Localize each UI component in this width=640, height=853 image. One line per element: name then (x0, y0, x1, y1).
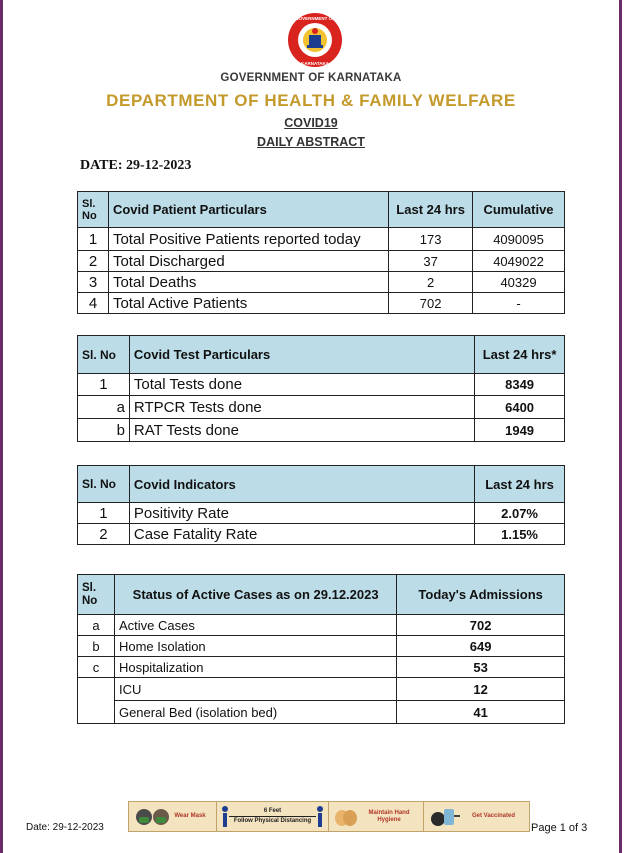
col-header-cumulative: Cumulative (473, 192, 565, 228)
vaccinated-segment (424, 802, 529, 831)
cell-last24: 173 (389, 228, 473, 251)
hands-icon (333, 805, 359, 829)
indicators-table (77, 465, 565, 545)
col-header-particulars: Covid Test Particulars (129, 336, 474, 374)
table-row (78, 678, 565, 701)
table-row (78, 701, 565, 724)
cell-label: General Bed (isolation bed) (114, 701, 396, 724)
cell-label: RAT Tests done (129, 419, 474, 442)
cell-label: Total Active Patients (108, 293, 388, 314)
table-header-row (78, 575, 565, 615)
col-header-sl: Sl. No (78, 336, 130, 374)
hand-hygiene-segment (329, 802, 424, 831)
cell-label: Hospitalization (114, 657, 396, 678)
cell-sl: c (78, 657, 115, 678)
cell-label: ICU (114, 678, 396, 701)
department-title: DEPARTMENT OF HEALTH & FAMILY WELFARE (106, 91, 516, 110)
cell-label: Total Discharged (108, 251, 388, 272)
page-number: Page 1 of 3 (531, 822, 588, 834)
person-icon (221, 805, 229, 829)
cell-sl: 1 (78, 374, 130, 396)
cell-value: 53 (397, 657, 565, 678)
cell-value: 649 (397, 636, 565, 657)
table-row (78, 524, 565, 545)
cell-last24: 37 (389, 251, 473, 272)
vaccinated-label: Get Vaccinated (471, 813, 516, 819)
six-feet-label: 6 Feet (263, 808, 282, 814)
person-icon (316, 805, 324, 829)
cell-cumulative: 4090095 (473, 228, 565, 251)
karnataka-emblem-icon (282, 11, 348, 69)
col-header-admissions: Today's Admissions (397, 575, 565, 615)
abstract-title: DAILY ABSTRACT (257, 135, 365, 149)
table-row (78, 419, 565, 442)
col-header-sl: Sl. No (78, 192, 109, 228)
table-row (78, 251, 565, 272)
cell-sl (78, 678, 115, 701)
col-header-last24: Last 24 hrs (389, 192, 473, 228)
cell-sl: b (78, 419, 130, 442)
table-row (78, 272, 565, 293)
cell-label: Case Fatality Rate (129, 524, 474, 545)
table-row (78, 503, 565, 524)
patients-table (77, 191, 565, 314)
table-row (78, 615, 565, 636)
cell-value: 702 (397, 615, 565, 636)
report-date: DATE: 29-12-2023 (80, 158, 192, 173)
vaccination-icon (428, 805, 462, 829)
table-header-row (78, 192, 565, 228)
cell-value: 1949 (475, 419, 565, 442)
emblem-text-top: GOVERNMENT OF (295, 16, 335, 21)
cell-sl (78, 701, 115, 724)
cell-label: RTPCR Tests done (129, 396, 474, 419)
distance-arrow (229, 816, 316, 817)
col-header-sl: Sl. No (78, 575, 115, 615)
distancing-segment (217, 802, 329, 831)
cell-sl: 2 (78, 251, 109, 272)
active-status-table (77, 574, 565, 724)
table-header-row (78, 336, 565, 374)
cell-sl: a (78, 615, 115, 636)
table-row (78, 293, 565, 314)
table-row (78, 396, 565, 419)
cell-value: 2.07% (475, 503, 565, 524)
wear-mask-segment (129, 802, 217, 831)
cell-sl: 3 (78, 272, 109, 293)
cell-last24: 702 (389, 293, 473, 314)
distancing-label: Follow Physical Distancing (233, 818, 312, 824)
hand-hygiene-label: Maintain Hand Hygiene (368, 809, 410, 823)
tests-table (77, 335, 565, 442)
mask-faces-icon (133, 805, 173, 829)
wear-mask-label: Wear Mask (174, 813, 206, 819)
cell-sl: 1 (78, 228, 109, 251)
table-header-row (78, 466, 565, 503)
cell-label: Total Tests done (129, 374, 474, 396)
col-header-indicators: Covid Indicators (129, 466, 474, 503)
cell-label: Positivity Rate (129, 503, 474, 524)
cell-sl: a (78, 396, 130, 419)
cell-label: Active Cases (114, 615, 396, 636)
cell-cumulative: 4049022 (473, 251, 565, 272)
table-row (78, 374, 565, 396)
cell-value: 41 (397, 701, 565, 724)
col-header-last24: Last 24 hrs (475, 466, 565, 503)
cell-sl: 4 (78, 293, 109, 314)
cell-sl: b (78, 636, 115, 657)
table-row (78, 657, 565, 678)
cell-label: Total Positive Patients reported today (108, 228, 388, 251)
table-row (78, 228, 565, 251)
col-header-sl: Sl. No (78, 466, 130, 503)
cell-label: Home Isolation (114, 636, 396, 657)
emblem-text-bottom: KARNATAKA (300, 61, 330, 66)
cell-value: 8349 (475, 374, 565, 396)
cell-label: Total Deaths (108, 272, 388, 293)
government-title: GOVERNMENT OF KARNATAKA (220, 72, 402, 84)
cell-cumulative: 40329 (473, 272, 565, 293)
cell-value: 6400 (475, 396, 565, 419)
covid-title: COVID19 (284, 116, 338, 130)
col-header-status: Status of Active Cases as on 29.12.2023 (114, 575, 396, 615)
cell-sl: 2 (78, 524, 130, 545)
covid-precautions-banner (128, 801, 530, 832)
col-header-last24: Last 24 hrs* (475, 336, 565, 374)
cell-value: 12 (397, 678, 565, 701)
cell-cumulative: - (473, 293, 565, 314)
distancing-text (229, 808, 316, 825)
table-row (78, 636, 565, 657)
col-header-particulars: Covid Patient Particulars (108, 192, 388, 228)
cell-sl: 1 (78, 503, 130, 524)
cell-value: 1.15% (475, 524, 565, 545)
cell-last24: 2 (389, 272, 473, 293)
footer-date: Date: 29-12-2023 (26, 822, 104, 833)
